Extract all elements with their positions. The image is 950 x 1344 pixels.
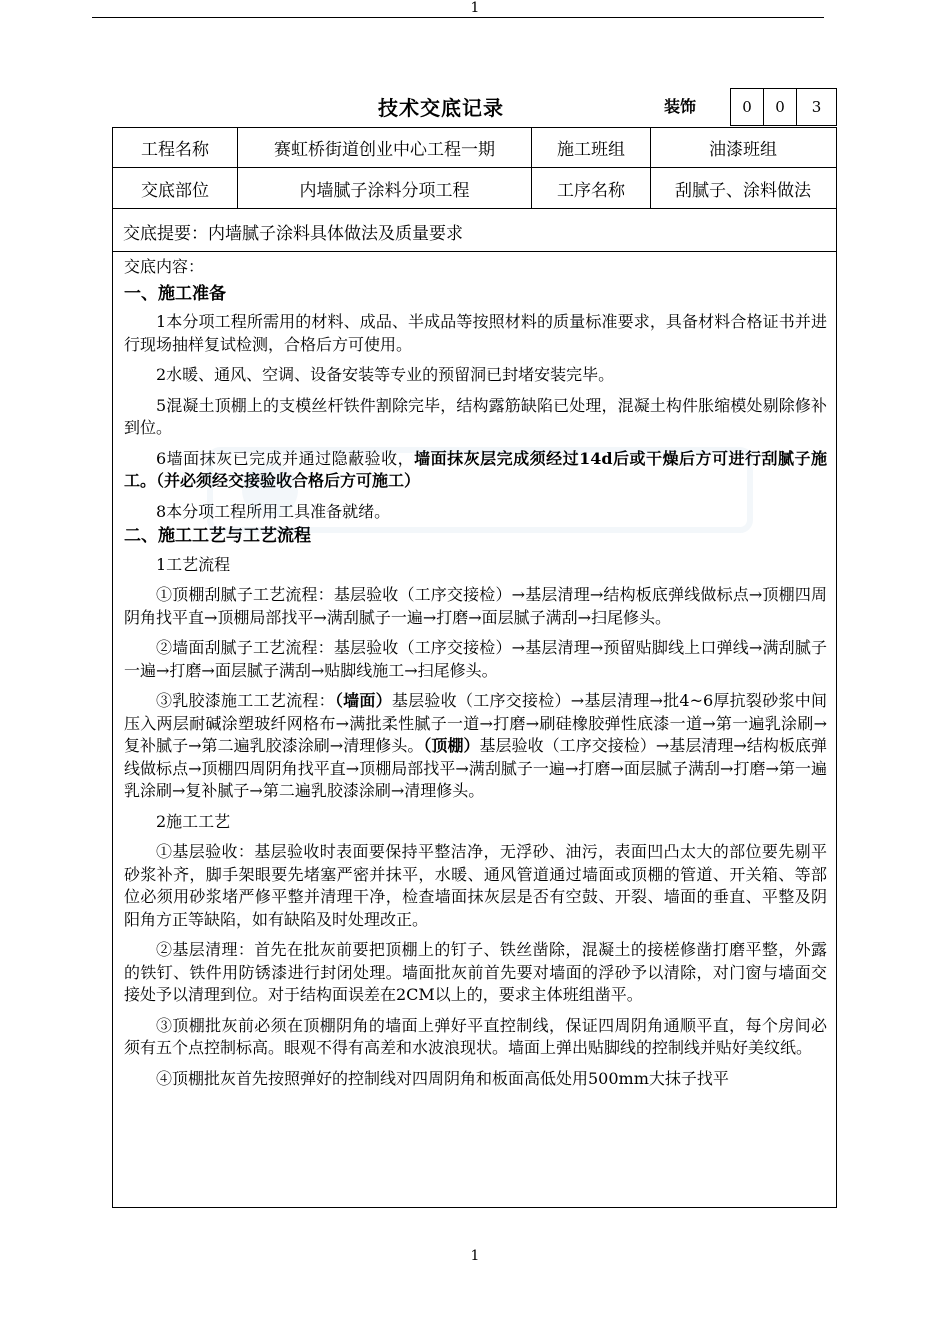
code-digit-1: 0 (730, 88, 764, 126)
s2-paragraph-6: ③顶棚批灰前必须在顶棚阴角的墙面上弹好平直控制线，保证四周阴角通顺平直，每个房间必须有五个点控制标高。眼观不得有高差和水波浪现状。墙面上弹出贴脚线的控制线并贴好美纹纸。 (124, 1015, 827, 1057)
code-digit-3: 3 (796, 88, 837, 126)
s2-p3-wall-flow: 基层验收（工序交接检）→基层清理→批4~6厚抗裂砂浆中间压入两层耐碱涂塑玻纤网格布→满批柔性腻子一道→打磨→刷硅橡胶弹性底漆一道→第一遍乳涂刷→复补腻子→第二遍乳胶漆涂刷→清理修头。 (124, 691, 827, 755)
s1-paragraph-1: 1本分项工程所需用的材料、成品、半成品等按照材料的质量标准要求，具备材料合格证书并进行现场抽样复试检测，合格后方可使用。 (124, 312, 827, 354)
header-rule (92, 17, 824, 18)
location-label: 交底部位 (113, 168, 238, 208)
s1-paragraph-2: 2水暖、通风、空调、设备安装等专业的预留洞已封堵安装完毕。 (156, 365, 615, 384)
row-location (113, 168, 836, 209)
location-value: 内墙腻子涂料分项工程 (238, 168, 532, 208)
team-value: 油漆班组 (709, 140, 777, 160)
section-1-title: 一、施工准备 (124, 283, 226, 304)
s2-subheading-2: 2施工工艺 (156, 811, 231, 831)
row-summary (113, 209, 836, 252)
s1-paragraph-4 (124, 448, 827, 493)
s2-paragraph-3 (124, 690, 827, 803)
s1-paragraph-3: 5混凝土顶棚上的支模丝杆铁件割除完毕，结构露筋缺陷已处理，混凝土构件胀缩模处剔除修补到位。 (124, 395, 827, 437)
s2-subheading-1: 1工艺流程 (156, 554, 231, 574)
category-label: 装饰 (664, 97, 697, 116)
s2-p3-lead: ③乳胶漆施工工艺流程： (156, 691, 335, 710)
page-number-top: 1 (470, 0, 480, 16)
content-intro: 交底内容： (124, 257, 205, 276)
code-digit-2: 0 (763, 88, 797, 126)
page-number-bottom: 1 (470, 1248, 480, 1264)
process-value: 刮腻子、涂料做法 (675, 180, 811, 201)
s2-p3-ceiling-flow: 基层验收（工序交接检）→基层清理→结构板底弹线做标点→顶棚四周阴角找平直→顶棚局部找平→满刮腻子一遍→打磨→面层腻子满刮→打磨→第一遍乳涂刷→复补腻子→第二遍乳胶漆涂刷→清理修头。 (124, 736, 827, 800)
project-name-value: 赛虹桥街道创业中心工程一期 (238, 128, 532, 167)
section-2-title: 二、施工工艺与工艺流程 (124, 526, 311, 546)
s2-paragraph-7: ④顶棚批灰首先按照弹好的控制线对四周阴角和板面高低处用500mm大抹子找平 (156, 1068, 729, 1088)
project-name-label: 工程名称 (113, 128, 238, 167)
s1-p4-bold: 墙面抹灰层完成须经过14d后或干燥后方可进行刮腻子施工。（并必须经交接验收合格后方可施工） (124, 448, 827, 490)
s2-paragraph-1: ①顶棚刮腻子工艺流程：基层验收（工序交接检）→基层清理→结构板底弹线做标点→顶棚四周阴角找平直→顶棚局部找平→满刮腻子一遍→打磨→面层腻子满刮→扫尾修头。 (124, 585, 827, 627)
content-body (124, 256, 827, 1098)
team-label: 施工班组 (532, 128, 651, 167)
s2-p3-wall-tag: （墙面） (334, 691, 392, 710)
s2-paragraph-4: ①基层验收：基层验收时表面要保持平整洁净，无浮砂、油污，表面凹凸太大的部位要先剔平砂浆补齐，脚手架眼要先堵塞严密并抹平，水暖、通风管道通过墙面或顶棚的管道、开关箱、等部位必须用砂浆堵严修平整并清理干净，检查墙面抹灰层是否有空鼓、开裂、墙面的垂直、平整及阴阳角方正等缺陷，如有缺陷及时处理改正。 (124, 842, 827, 929)
s2-paragraph-5: ②基层清理：首先在批灰前要把顶棚上的钉子、铁丝凿除，混凝土的接槎修凿打磨平整，外露的铁钉、铁件用防锈漆进行封闭处理。墙面批灰前首先要对墙面的浮砂予以清除，对门窗与墙面交接处予以清理到位。对于结构面误差在2CM以上的，要求主体班组凿平。 (124, 940, 827, 1004)
summary-text: 交底提要：内墙腻子涂料具体做法及质量要求 (123, 224, 463, 244)
document-title: 技术交底记录 (378, 96, 504, 120)
process-label: 工序名称 (532, 168, 651, 208)
record-table (112, 127, 837, 1208)
s1-p4-normal: 6墙面抹灰已完成并通过隐蔽验收， (156, 448, 415, 468)
s2-p3-ceiling-tag: （顶棚） (423, 736, 480, 755)
row-project (113, 128, 836, 168)
s1-paragraph-5: 8本分项工程所用工具准备就绪。 (156, 501, 391, 521)
s2-paragraph-2: ②墙面刮腻子工艺流程：基层验收（工序交接检）→基层清理→预留贴脚线上口弹线→满刮腻子一遍→打磨→面层腻子满刮→贴脚线施工→扫尾修头。 (124, 638, 827, 680)
